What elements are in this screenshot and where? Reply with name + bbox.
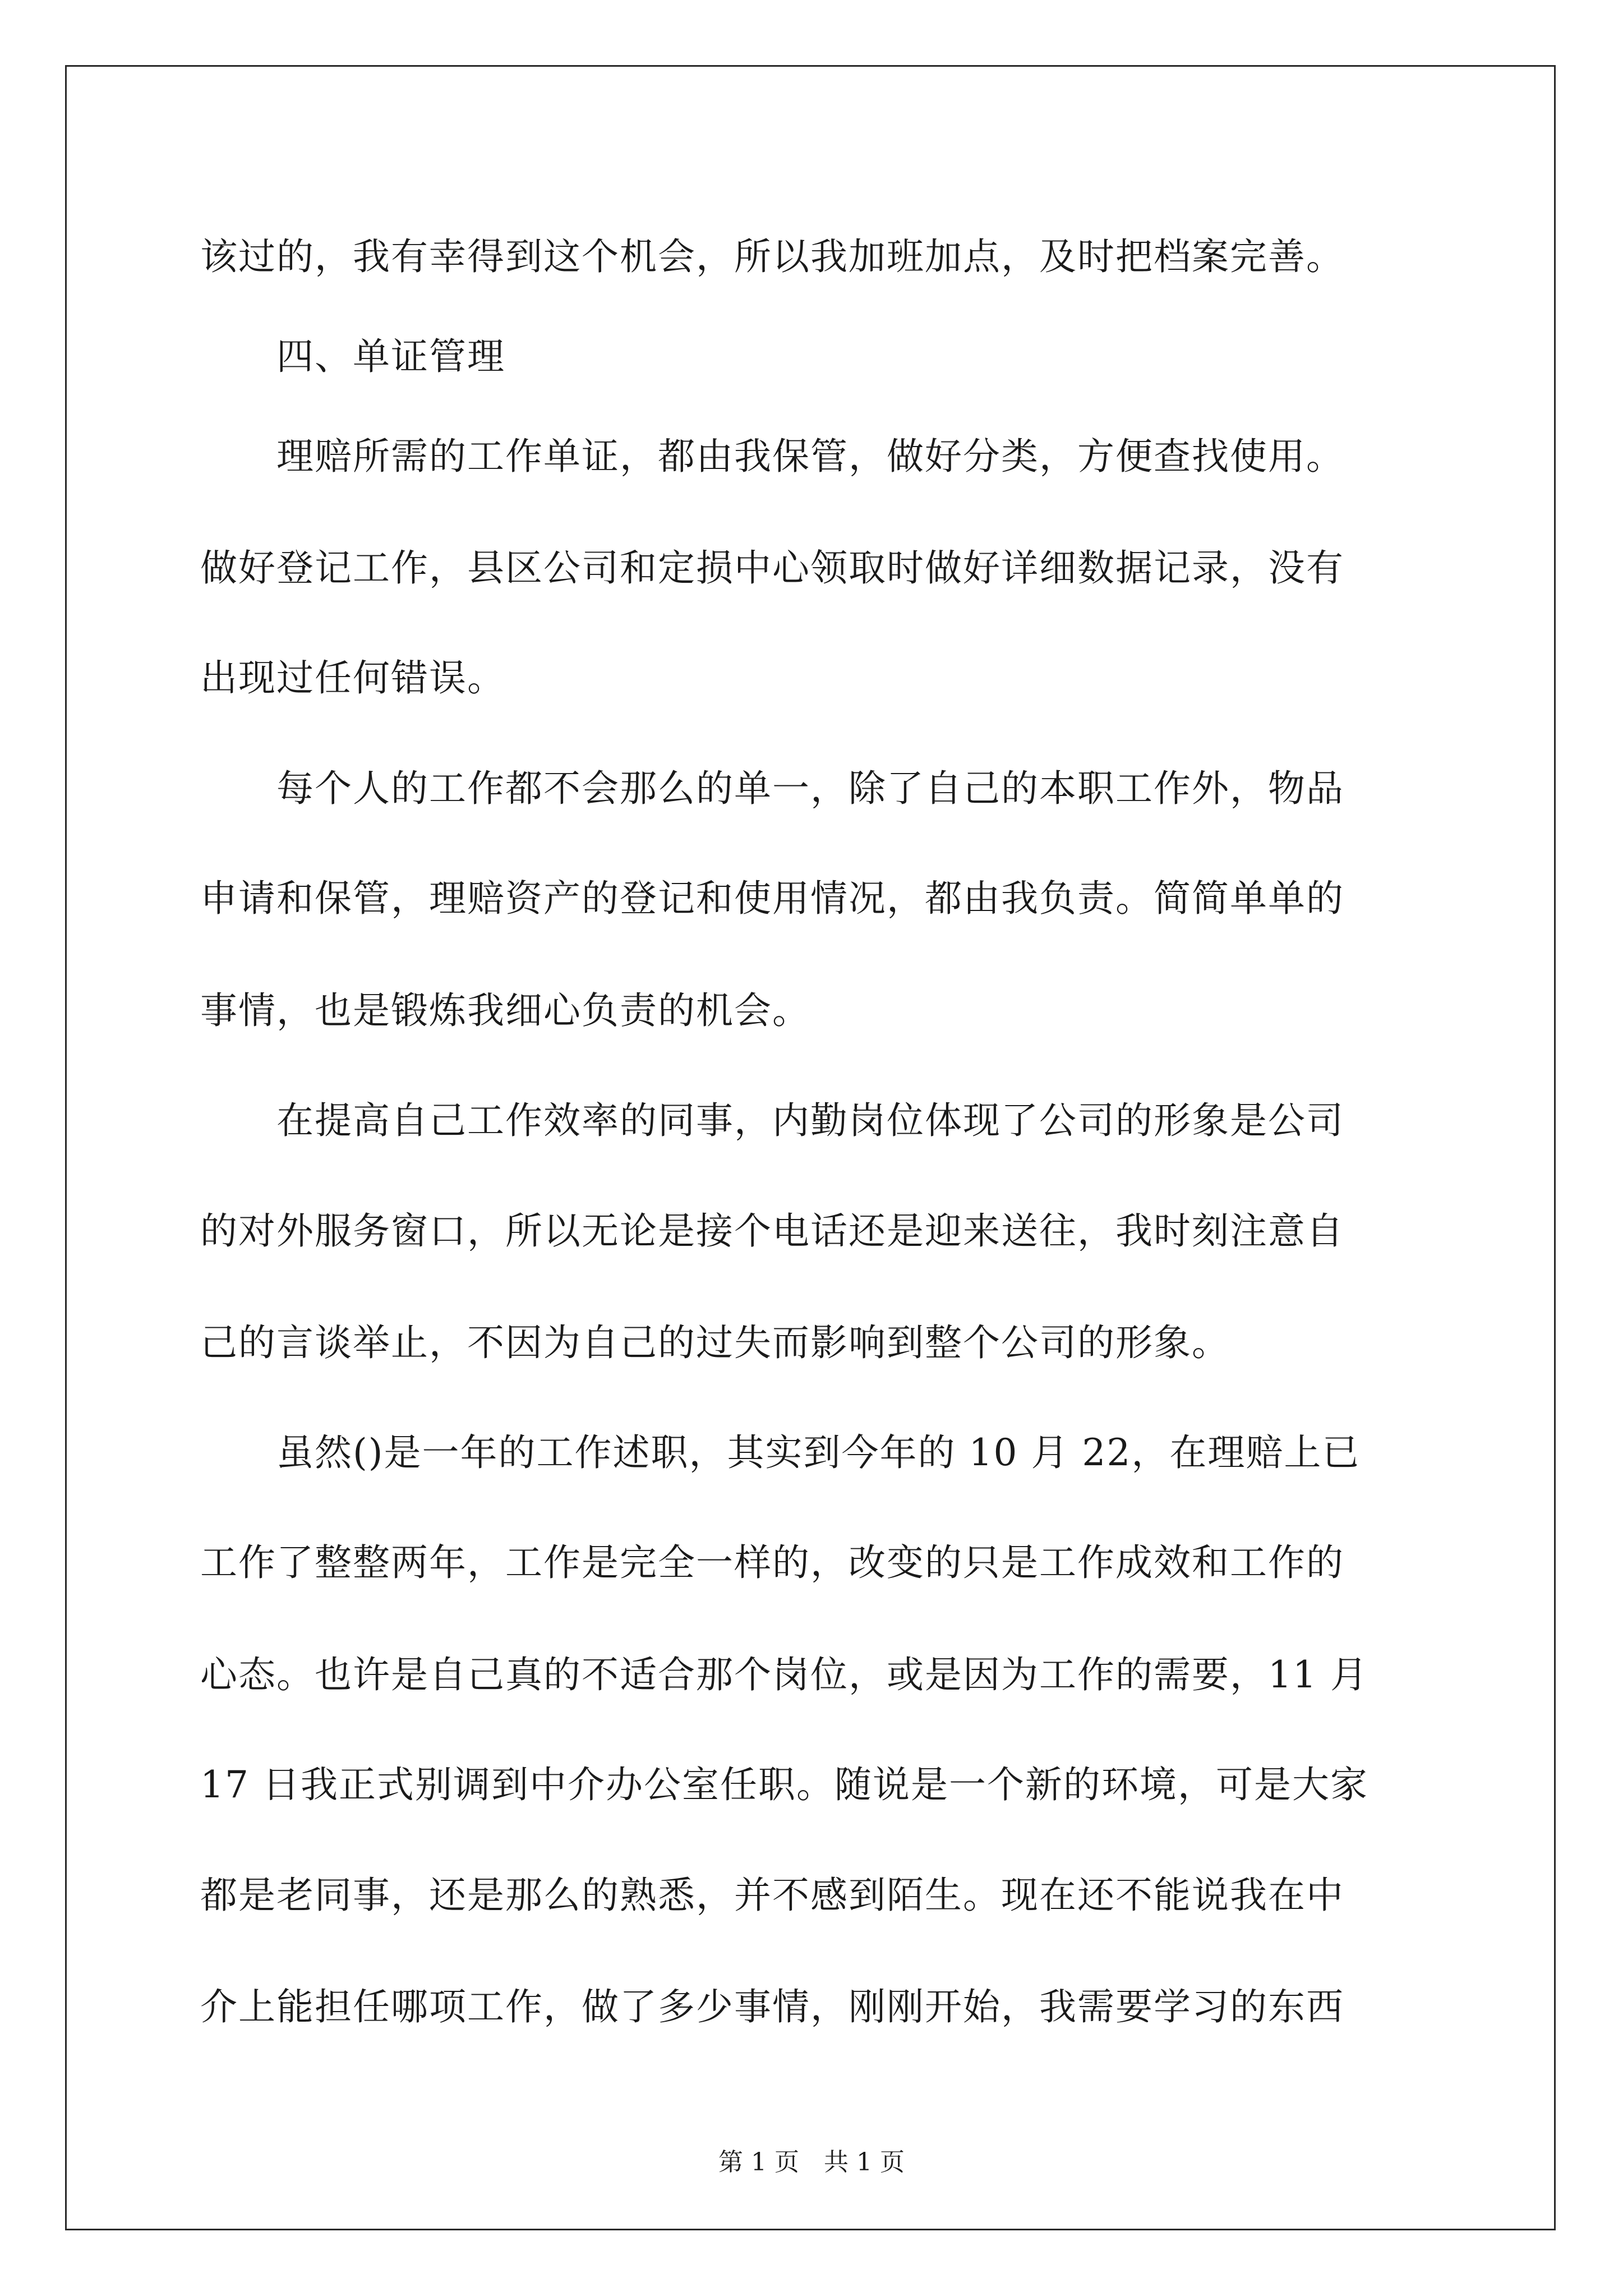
text-line: 事情，也是锻炼我细心负责的机会。: [200, 989, 810, 1032]
text-line: 的对外服务窗口，所以无论是接个电话还是迎来送往，我时刻注意自: [200, 1209, 1344, 1253]
text-line: 17 日我正式别调到中介办公室任职。随说是一个新的环境，可是大家: [200, 1763, 1368, 1806]
text-line: 该过的，我有幸得到这个机会，所以我加班加点，及时把档案完善。: [200, 235, 1344, 278]
text-line: 心态。也许是自己真的不适合那个岗位，或是因为工作的需要，11 月: [200, 1653, 1368, 1696]
text-line: 申请和保管，理赔资产的登记和使用情况，都由我负责。简简单单的: [200, 877, 1344, 920]
text-line: 每个人的工作都不会那么的单一，除了自己的本职工作外，物品: [200, 767, 1344, 810]
text-line: 己的言谈举止，不因为自己的过失而影响到整个公司的形象。: [200, 1321, 1230, 1364]
text-line: 工作了整整两年，工作是完全一样的，改变的只是工作成效和工作的: [200, 1541, 1344, 1584]
text-line: 做好登记工作，县区公司和定损中心领取时做好详细数据记录，没有: [200, 546, 1344, 590]
text-line: 都是老同事，还是那么的熟悉，并不感到陌生。现在还不能说我在中: [200, 1874, 1344, 1917]
text-line: 出现过任何错误。: [200, 656, 505, 700]
text-line: 理赔所需的工作单证，都由我保管，做好分类，方便查找使用。: [200, 435, 1344, 478]
section-heading: 四、单证管理: [200, 335, 505, 378]
text-line: 虽然()是一年的工作述职，其实到今年的 10 月 22，在理赔上已: [200, 1431, 1361, 1474]
page-number-footer: 第 1 页 共 1 页: [718, 2148, 905, 2177]
text-line: 在提高自己工作效率的同事，内勤岗位体现了公司的形象是公司: [200, 1099, 1344, 1142]
text-line: 介上能担任哪项工作，做了多少事情，刚刚开始，我需要学习的东西: [200, 1985, 1344, 2028]
